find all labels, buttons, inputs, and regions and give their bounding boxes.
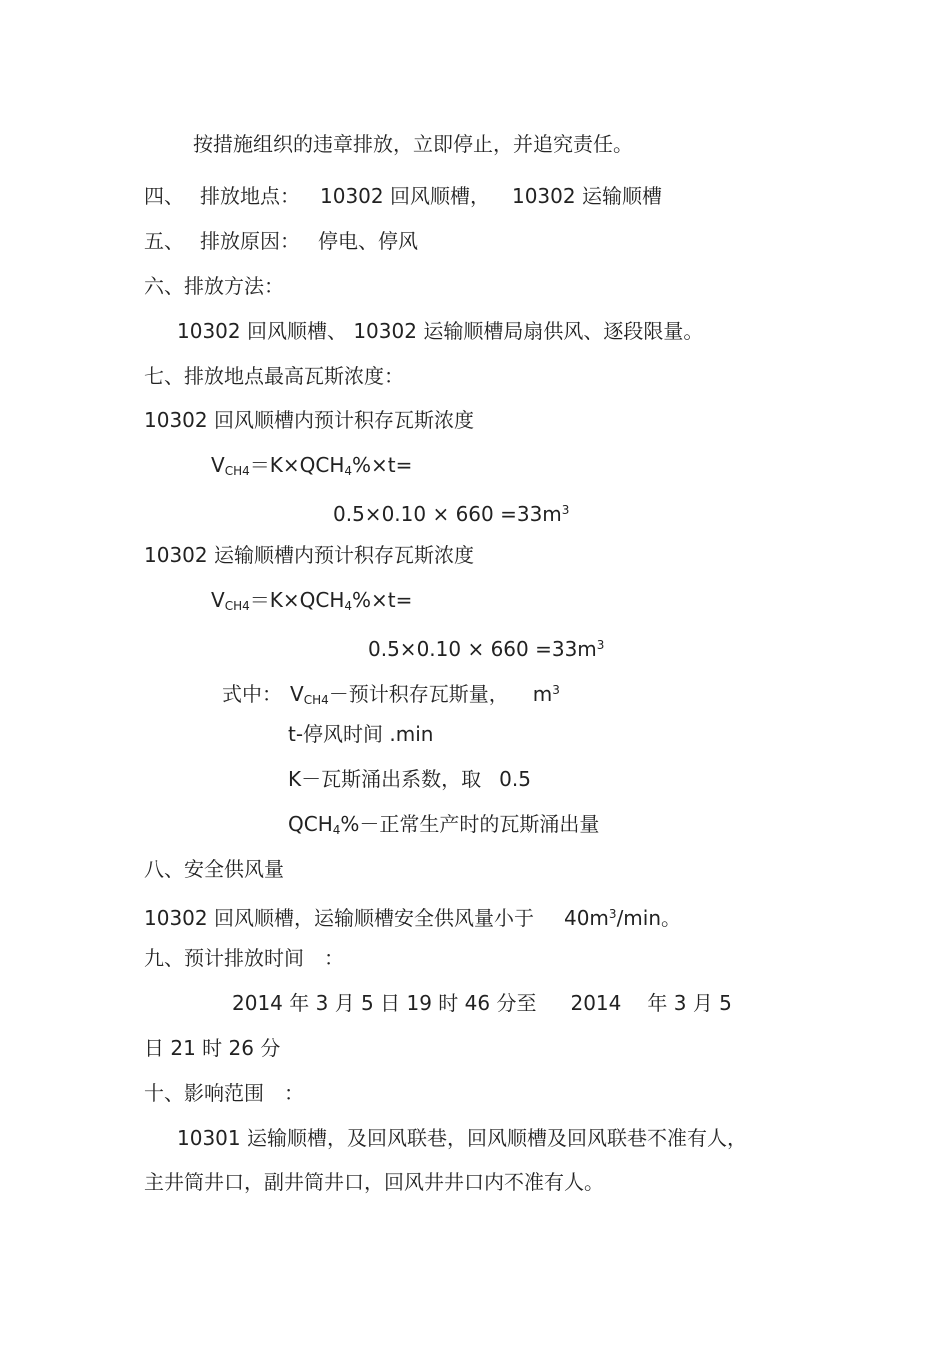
paragraph-violation-note: 按措施组织的违章排放，立即停止，并追究责任。 <box>193 132 633 156</box>
result-value: 0.5×0.10 × 660 =33m <box>368 637 597 661</box>
section-10-heading <box>144 1080 304 1106</box>
var-value: 0.5 <box>499 767 531 791</box>
time-range-line-1 <box>232 990 732 1016</box>
section-number: 四、 <box>144 184 184 208</box>
var-desc: K－瓦斯涌出系数，取 <box>288 767 482 791</box>
formula-v: V <box>211 588 225 612</box>
result-value: 0.5×0.10 × 660 =33m <box>333 502 562 526</box>
section-number: 五、 <box>144 229 184 253</box>
section-8-heading: 八、安全供风量 <box>144 857 284 881</box>
var-unit-exponent: 3 <box>552 683 560 697</box>
return-roadway-heading: 10302 回风顺槽内预计积存瓦斯浓度 <box>144 408 474 432</box>
air-supply-unit: /min。 <box>616 906 682 930</box>
air-supply-desc: 10302 回风顺槽，运输顺槽安全供风量小于 <box>144 906 534 930</box>
var-subscript: 4 <box>332 823 341 837</box>
location-2: 10302 运输顺槽 <box>511 184 662 208</box>
section-5-reason <box>144 228 418 254</box>
time-range-line-2: 日 21 时 26 分 <box>144 1036 281 1060</box>
formula-return <box>211 452 412 484</box>
formula-subscript: 4 <box>344 464 352 478</box>
start-time: 2014 年 3 月 5 日 19 时 46 分至 <box>232 991 537 1015</box>
air-supply-value: 40m <box>563 906 609 930</box>
formula-body: ＝K×QCH <box>249 588 345 612</box>
where-line-1 <box>222 677 560 713</box>
impact-line-1: 10301 运输顺槽，及回风联巷，回风顺槽及回风联巷不准有人， <box>177 1126 747 1150</box>
where-label: 式中： <box>222 682 282 706</box>
section-heading: 排放地点： <box>200 184 300 208</box>
formula-return-result <box>333 497 569 527</box>
transport-roadway-heading: 10302 运输顺槽内预计积存瓦斯浓度 <box>144 543 474 567</box>
reason-text: 停电、停风 <box>318 229 418 253</box>
var-subscript: CH4 <box>303 693 329 707</box>
formula-tail: %×t= <box>352 588 413 612</box>
location-1: 10302 回风顺槽， <box>320 184 490 208</box>
end-year: 2014 <box>570 991 622 1015</box>
method-text: 10302 回风顺槽、 10302 运输顺槽局扇供风、逐段限量。 <box>177 319 704 343</box>
section-6-heading: 六、排放方法： <box>144 274 284 298</box>
section-colon: ： <box>324 946 344 970</box>
formula-subscript: CH4 <box>224 599 250 613</box>
air-supply-text <box>144 901 681 931</box>
section-heading: 九、预计排放时间 <box>144 946 304 970</box>
section-colon: ： <box>284 1081 304 1105</box>
formula-transport-result <box>368 632 604 662</box>
formula-v: V <box>211 453 225 477</box>
var-desc: %－正常生产时的瓦斯涌出量 <box>340 812 600 836</box>
section-heading: 十、影响范围 <box>144 1081 264 1105</box>
result-unit-exponent: 3 <box>596 638 605 652</box>
formula-tail: %×t= <box>352 453 413 477</box>
formula-subscript: 4 <box>344 599 352 613</box>
formula-transport <box>211 587 412 619</box>
formula-subscript: CH4 <box>224 464 250 478</box>
end-date: 年 3 月 5 <box>647 991 732 1015</box>
section-7-heading: 七、排放地点最高瓦斯浓度： <box>144 364 404 388</box>
formula-body: ＝K×QCH <box>249 453 345 477</box>
section-4-location <box>144 183 662 209</box>
var-unit: m <box>532 682 553 706</box>
var-name: QCH <box>288 812 333 836</box>
where-line-2: t-停风时间 .min <box>288 722 434 746</box>
impact-line-2: 主井筒井口，副井筒井口，回风井井口内不准有人。 <box>144 1170 604 1194</box>
air-supply-exponent: 3 <box>608 907 617 921</box>
result-unit-exponent: 3 <box>561 503 570 517</box>
where-line-3 <box>288 766 531 792</box>
var-desc: －预计积存瓦斯量， <box>328 682 509 706</box>
section-heading: 排放原因： <box>200 229 300 253</box>
var-v: V <box>290 682 304 706</box>
where-line-4 <box>288 811 599 843</box>
section-9-heading <box>144 945 344 971</box>
